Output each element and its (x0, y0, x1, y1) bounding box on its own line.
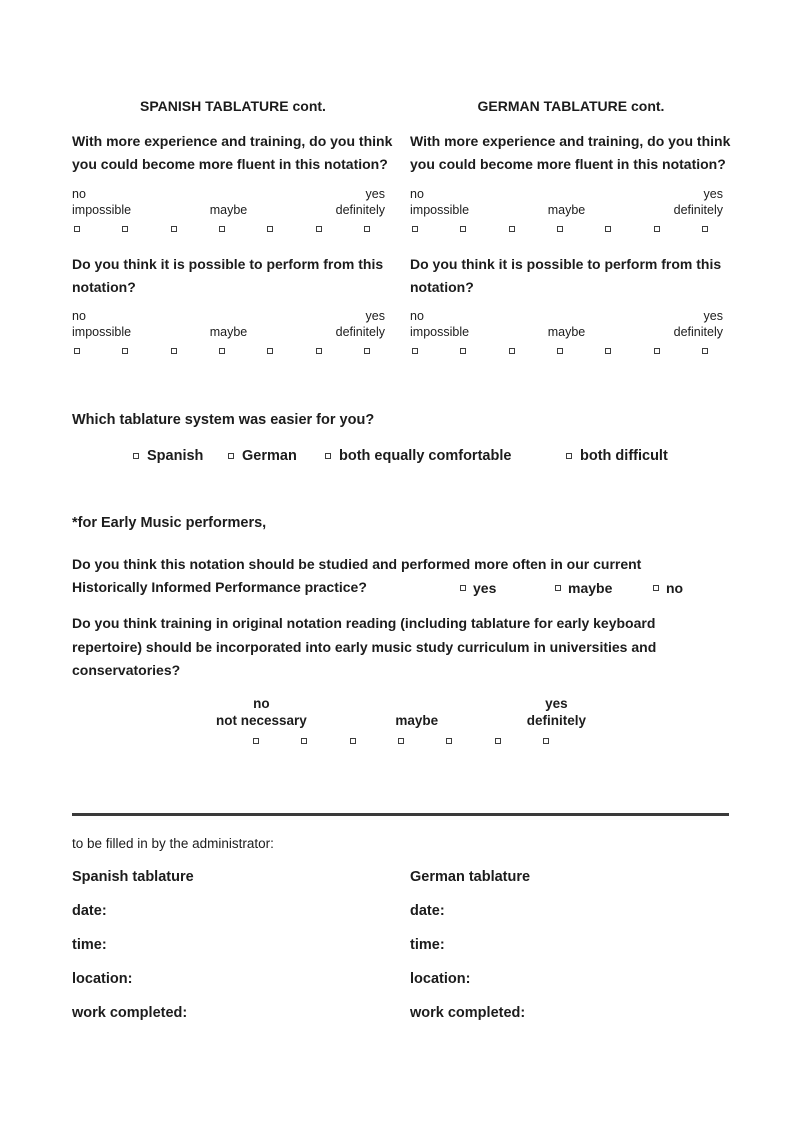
checkbox[interactable] (509, 226, 515, 232)
checkbox[interactable] (219, 226, 225, 232)
scale-label-not-necessary: not necessary (216, 713, 307, 728)
checkbox-row (74, 226, 370, 232)
scale-label-maybe: maybe (209, 203, 248, 217)
scale-label-no: no (410, 309, 424, 323)
spanish-perform-question (72, 253, 383, 299)
scale-label-no: no (72, 309, 86, 323)
admin-field-work-completed: work completed: (410, 1005, 526, 1021)
checkbox[interactable] (460, 226, 466, 232)
checkbox[interactable] (543, 738, 549, 744)
horizontal-divider (72, 813, 729, 816)
scale-label-no: no (253, 696, 270, 711)
admin-field-date: date: (72, 903, 107, 919)
option-label: both difficult (580, 448, 668, 464)
checkbox-row (74, 348, 370, 354)
admin-field-time: time: (410, 937, 445, 953)
easier-question: Which tablature system was easier for you? (72, 412, 375, 428)
scale-label-no: no (72, 187, 86, 201)
checkbox[interactable] (654, 348, 660, 354)
checkbox[interactable] (605, 226, 611, 232)
scale-label-maybe: maybe (395, 713, 439, 728)
spanish-fluency-question (72, 130, 392, 176)
scale-label-no: no (410, 187, 424, 201)
option-label: maybe (568, 580, 613, 596)
checkbox[interactable] (316, 348, 322, 354)
scale-label-yes: yes (703, 309, 723, 323)
early-music-note: *for Early Music performers, (72, 515, 267, 531)
scale-label-maybe: maybe (547, 325, 586, 339)
scale-label-maybe: maybe (209, 325, 248, 339)
hip-option-maybe (555, 580, 612, 596)
scale-label-yes: yes (365, 309, 385, 323)
scale-label-impossible: impossible (410, 325, 470, 339)
checkbox[interactable] (253, 738, 259, 744)
checkbox[interactable] (557, 226, 563, 232)
checkbox[interactable] (460, 585, 466, 591)
scale-label-yes: yes (365, 187, 385, 201)
admin-field-time: time: (72, 937, 107, 953)
question-line: Do you think training in original notation reading (including tablature for early keyboard (72, 615, 656, 631)
option-label: yes (473, 580, 497, 596)
admin-intro: to be filled in by the administrator: (72, 836, 274, 851)
checkbox[interactable] (364, 226, 370, 232)
spanish-perform-scale (72, 308, 385, 354)
option-label: German (242, 448, 297, 464)
checkbox-row (253, 738, 549, 744)
checkbox[interactable] (364, 348, 370, 354)
checkbox[interactable] (74, 226, 80, 232)
checkbox[interactable] (267, 226, 273, 232)
scale-label-definitely: definitely (673, 325, 723, 339)
scale-label-yes-definitely (527, 695, 586, 729)
question-line: With more experience and training, do you think (72, 133, 393, 149)
easier-options-row (0, 448, 800, 468)
checkbox[interactable] (557, 348, 563, 354)
question-line: notation? (72, 279, 136, 295)
scale-label-definitely: definitely (335, 325, 385, 339)
checkbox[interactable] (412, 348, 418, 354)
option-spanish (133, 448, 203, 464)
scale-label-yes: yes (545, 696, 568, 711)
scale-label-definitely: definitely (335, 203, 385, 217)
question-line: notation? (410, 279, 474, 295)
question-line: Do you think it is possible to perform from this (72, 256, 384, 272)
scale-label-impossible: impossible (72, 203, 132, 217)
admin-section-title: German tablature (410, 869, 531, 885)
hip-question-line1: Do you think this notation should be studied and performed more often in our current (72, 556, 642, 572)
checkbox[interactable] (605, 348, 611, 354)
checkbox[interactable] (325, 453, 331, 459)
question-line: conservatories? (72, 662, 181, 678)
question-line: With more experience and training, do you think (410, 133, 731, 149)
training-question (72, 612, 656, 683)
hip-option-no (653, 580, 683, 596)
german-column-heading: GERMAN TABLATURE cont. (477, 98, 665, 114)
checkbox[interactable] (555, 585, 561, 591)
german-fluency-question (410, 130, 730, 176)
admin-section-title: Spanish tablature (72, 869, 194, 885)
option-label: both equally comfortable (339, 448, 512, 464)
checkbox[interactable] (122, 348, 128, 354)
checkbox[interactable] (219, 348, 225, 354)
german-perform-question (410, 253, 721, 299)
admin-field-work-completed: work completed: (72, 1005, 188, 1021)
question-line: repertoire) should be incorporated into early music study curriculum in universities and (72, 638, 657, 655)
admin-spanish-section (72, 869, 394, 1022)
question-line: you could become more fluent in this notation? (72, 156, 388, 172)
checkbox[interactable] (171, 226, 177, 232)
scale-label-impossible: impossible (410, 203, 470, 217)
checkbox-row (412, 348, 708, 354)
checkbox[interactable] (171, 348, 177, 354)
scale-label-maybe: maybe (547, 203, 586, 217)
checkbox[interactable] (509, 348, 515, 354)
checkbox[interactable] (566, 453, 572, 459)
checkbox[interactable] (398, 738, 404, 744)
scale-label-definitely: definitely (526, 713, 586, 728)
scale-label-no-not-necessary (216, 695, 307, 729)
checkbox[interactable] (316, 226, 322, 232)
checkbox[interactable] (702, 226, 708, 232)
checkbox[interactable] (412, 226, 418, 232)
scale-label-definitely: definitely (673, 203, 723, 217)
option-both-difficult (566, 448, 668, 464)
spanish-column-heading: SPANISH TABLATURE cont. (140, 98, 326, 114)
spanish-fluency-scale (72, 186, 385, 232)
checkbox[interactable] (267, 348, 273, 354)
checkbox[interactable] (74, 348, 80, 354)
scale-label-impossible: impossible (72, 325, 132, 339)
question-line: you could become more fluent in this notation? (410, 156, 726, 172)
checkbox[interactable] (301, 738, 307, 744)
admin-field-location: location: (72, 971, 133, 987)
checkbox[interactable] (122, 226, 128, 232)
checkbox[interactable] (350, 738, 356, 744)
question-line: Do you think it is possible to perform from this (410, 256, 722, 272)
option-both-equally-comfortable (325, 448, 511, 464)
checkbox[interactable] (460, 348, 466, 354)
checkbox[interactable] (702, 348, 708, 354)
option-german (228, 448, 297, 464)
hip-option-yes (460, 580, 496, 596)
checkbox[interactable] (446, 738, 452, 744)
checkbox[interactable] (228, 453, 234, 459)
checkbox[interactable] (654, 226, 660, 232)
option-label: no (666, 580, 684, 596)
checkbox[interactable] (495, 738, 501, 744)
scale-label-yes: yes (703, 187, 723, 201)
admin-field-date: date: (410, 903, 445, 919)
checkbox-row (412, 226, 708, 232)
checkbox[interactable] (133, 453, 139, 459)
hip-question-line2: Historically Informed Performance practice? (72, 579, 367, 595)
option-label: Spanish (147, 448, 204, 464)
admin-field-location: location: (410, 971, 471, 987)
german-perform-scale (410, 308, 723, 354)
training-scale (216, 695, 586, 744)
german-fluency-scale (410, 186, 723, 232)
admin-german-section (410, 869, 732, 1022)
checkbox[interactable] (653, 585, 659, 591)
